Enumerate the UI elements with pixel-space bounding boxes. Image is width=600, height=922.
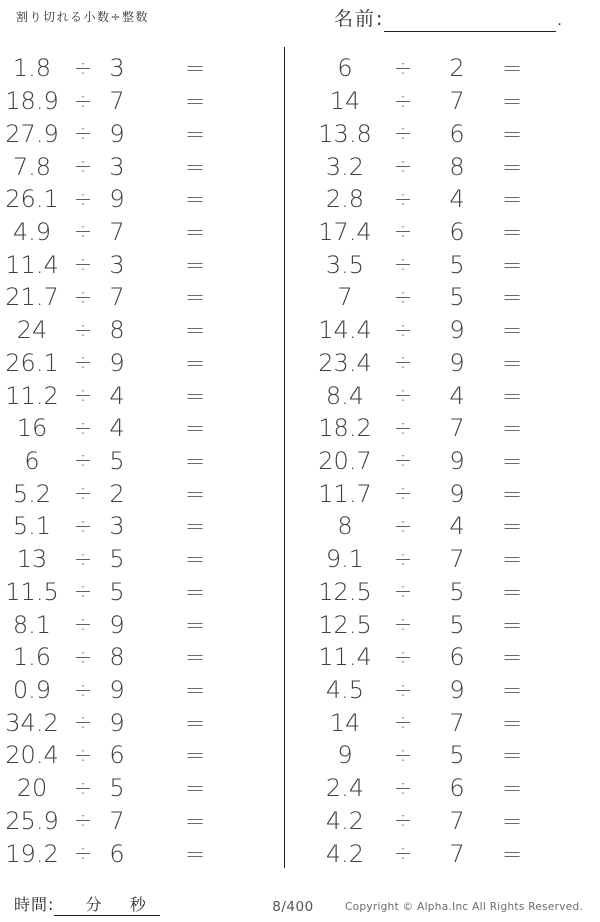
divide-sign: ÷ [393,448,413,474]
divide-sign: ÷ [73,121,93,147]
divisor-value: 5 [449,283,465,312]
divisor-value: 3 [109,250,125,279]
equals-sign: = [184,610,206,639]
divide-sign: ÷ [73,219,93,245]
page-number: 8/400 [272,899,314,915]
equals-sign: = [184,577,206,606]
equals-sign: = [501,250,523,279]
dividend-value: 4.2 [325,806,365,835]
divisor-value: 7 [109,806,125,835]
divide-sign: ÷ [73,579,93,605]
dividend-value: 9 [337,741,353,770]
divisor-value: 5 [449,610,465,639]
divide-sign: ÷ [393,55,413,81]
problem-row [285,608,600,641]
problem-row [285,379,600,412]
divisor-value: 9 [109,610,125,639]
divisor-value: 7 [449,806,465,835]
dividend-value: 5.2 [12,479,52,508]
equals-sign: = [184,381,206,410]
equals-sign: = [184,348,206,377]
divide-sign: ÷ [393,121,413,147]
divide-sign: ÷ [393,775,413,801]
time-blank-line [54,894,160,916]
problem-row [0,314,283,347]
problem-row [0,379,283,412]
equals-sign: = [501,316,523,345]
dividend-value: 14.4 [318,316,372,345]
divisor-value: 9 [449,676,465,705]
divisor-value: 9 [109,119,125,148]
equals-sign: = [184,806,206,835]
dividend-value: 18.9 [5,87,59,116]
dividend-value: 26.1 [5,348,59,377]
equals-sign: = [501,348,523,377]
dividend-value: 27.9 [5,119,59,148]
problem-row [285,477,600,510]
problem-row [285,346,600,379]
equals-sign: = [184,87,206,116]
name-blank-line [384,7,556,32]
divisor-value: 6 [449,119,465,148]
divisor-value: 7 [109,87,125,116]
problem-row [0,412,283,445]
equals-sign: = [184,839,206,868]
problem-row [285,543,600,576]
equals-sign: = [501,741,523,770]
divide-sign: ÷ [393,677,413,703]
dividend-value: 8 [337,512,353,541]
divide-sign: ÷ [73,775,93,801]
divisor-value: 5 [449,577,465,606]
problem-row [0,477,283,510]
problem-row [285,150,600,183]
divide-sign: ÷ [73,612,93,638]
divide-sign: ÷ [393,546,413,572]
problem-row [0,576,283,609]
divide-sign: ÷ [73,710,93,736]
dividend-value: 26.1 [5,185,59,214]
problem-row [0,248,283,281]
minutes-label: 分 [85,895,103,914]
dividend-value: 34.2 [5,708,59,737]
divisor-value: 3 [109,54,125,83]
dividend-value: 23.4 [318,348,372,377]
equals-sign: = [501,152,523,181]
divisor-value: 6 [449,643,465,672]
divide-sign: ÷ [73,88,93,114]
problem-row [0,52,283,85]
problem-row [285,445,600,478]
problem-row [0,772,283,805]
equals-sign: = [501,54,523,83]
divide-sign: ÷ [73,350,93,376]
dividend-value: 12.5 [318,610,372,639]
dividend-value: 7.8 [12,152,52,181]
problem-row [0,216,283,249]
divide-sign: ÷ [393,579,413,605]
divide-sign: ÷ [393,88,413,114]
problem-row [285,183,600,216]
divide-sign: ÷ [73,513,93,539]
divisor-value: 9 [109,676,125,705]
problem-row [285,52,600,85]
equals-sign: = [501,577,523,606]
dividend-value: 20 [16,774,48,803]
divide-sign: ÷ [393,644,413,670]
divide-sign: ÷ [393,612,413,638]
seconds-label: 秒 [129,895,147,914]
divisor-value: 9 [449,446,465,475]
divisor-value: 9 [449,479,465,508]
dividend-value: 13 [16,545,48,574]
divisor-value: 2 [109,479,125,508]
problem-row [0,837,283,870]
dividend-value: 18.2 [318,414,372,443]
equals-sign: = [184,479,206,508]
dividend-value: 4.2 [325,839,365,868]
problem-row [285,314,600,347]
divide-sign: ÷ [73,546,93,572]
equals-sign: = [501,676,523,705]
problem-row [0,346,283,379]
divisor-value: 5 [109,577,125,606]
equals-sign: = [501,512,523,541]
equals-sign: = [501,185,523,214]
divide-sign: ÷ [393,481,413,507]
equals-sign: = [501,119,523,148]
dividend-value: 11.7 [318,479,372,508]
equals-sign: = [184,119,206,148]
divide-sign: ÷ [73,481,93,507]
divisor-value: 6 [449,217,465,246]
dividend-value: 13.8 [318,119,372,148]
dividend-value: 3.5 [325,250,365,279]
divisor-value: 4 [109,414,125,443]
page-title: 割り切れる小数÷整数 [16,10,150,24]
dividend-value: 20.7 [318,446,372,475]
problem-row [0,85,283,118]
equals-sign: = [501,87,523,116]
equals-sign: = [184,283,206,312]
divide-sign: ÷ [393,808,413,834]
divide-sign: ÷ [393,252,413,278]
problem-row [0,183,283,216]
problem-row [0,706,283,739]
divide-sign: ÷ [73,448,93,474]
dividend-value: 11.5 [5,577,59,606]
problem-row [285,706,600,739]
dividend-value: 11.4 [5,250,59,279]
problems-column-left [0,52,283,870]
divisor-value: 5 [449,250,465,279]
divide-sign: ÷ [393,841,413,867]
divide-sign: ÷ [73,644,93,670]
divisor-value: 9 [109,185,125,214]
problems-area [0,52,600,870]
equals-sign: = [501,545,523,574]
divisor-value: 7 [449,708,465,737]
divide-sign: ÷ [393,317,413,343]
divisor-value: 5 [109,545,125,574]
problem-row [285,85,600,118]
divisor-value: 4 [449,381,465,410]
equals-sign: = [184,316,206,345]
divide-sign: ÷ [393,513,413,539]
dividend-value: 1.6 [12,643,52,672]
problem-row [0,674,283,707]
divisor-value: 7 [109,283,125,312]
dividend-value: 17.4 [318,217,372,246]
problems-column-right [285,52,600,870]
divisor-value: 3 [109,152,125,181]
divisor-value: 4 [109,381,125,410]
divide-sign: ÷ [73,808,93,834]
divisor-value: 5 [109,446,125,475]
divisor-value: 9 [449,316,465,345]
divide-sign: ÷ [73,55,93,81]
divide-sign: ÷ [393,284,413,310]
divide-sign: ÷ [73,154,93,180]
name-period: . [557,13,564,29]
name-field [334,6,564,32]
equals-sign: = [184,152,206,181]
equals-sign: = [184,708,206,737]
divide-sign: ÷ [73,841,93,867]
dividend-value: 20.4 [5,741,59,770]
divide-sign: ÷ [393,350,413,376]
problem-row [285,412,600,445]
equals-sign: = [501,806,523,835]
equals-sign: = [184,217,206,246]
divisor-value: 9 [109,708,125,737]
divide-sign: ÷ [73,284,93,310]
equals-sign: = [501,839,523,868]
dividend-value: 21.7 [5,283,59,312]
equals-sign: = [184,414,206,443]
dividend-value: 4.9 [12,217,52,246]
divide-sign: ÷ [393,186,413,212]
equals-sign: = [184,643,206,672]
divisor-value: 6 [449,774,465,803]
problem-row [0,281,283,314]
divide-sign: ÷ [73,415,93,441]
equals-sign: = [501,446,523,475]
divisor-value: 7 [449,414,465,443]
dividend-value: 11.2 [5,381,59,410]
dividend-value: 25.9 [5,806,59,835]
problem-row [285,281,600,314]
divisor-value: 4 [449,512,465,541]
equals-sign: = [501,774,523,803]
divisor-value: 2 [449,54,465,83]
problem-row [285,641,600,674]
dividend-value: 11.4 [318,643,372,672]
dividend-value: 8.1 [12,610,52,639]
equals-sign: = [501,217,523,246]
dividend-value: 6 [24,446,40,475]
dividend-value: 0.9 [12,676,52,705]
problem-row [285,248,600,281]
dividend-value: 5.1 [12,512,52,541]
problem-row [0,543,283,576]
dividend-value: 12.5 [318,577,372,606]
equals-sign: = [184,446,206,475]
equals-sign: = [184,676,206,705]
divisor-value: 7 [449,839,465,868]
problem-row [285,674,600,707]
dividend-value: 2.8 [325,185,365,214]
divisor-value: 5 [109,774,125,803]
divisor-value: 4 [449,185,465,214]
equals-sign: = [184,250,206,279]
divisor-value: 7 [449,545,465,574]
divisor-value: 7 [109,217,125,246]
dividend-value: 16 [16,414,48,443]
dividend-value: 4.5 [325,676,365,705]
divide-sign: ÷ [393,710,413,736]
equals-sign: = [501,708,523,737]
dividend-value: 8.4 [325,381,365,410]
divide-sign: ÷ [73,383,93,409]
time-label: 時間: [14,895,55,914]
dividend-value: 3.2 [325,152,365,181]
problem-row [285,837,600,870]
divide-sign: ÷ [73,252,93,278]
divide-sign: ÷ [393,383,413,409]
divisor-value: 8 [109,316,125,345]
divide-sign: ÷ [73,742,93,768]
divide-sign: ÷ [393,742,413,768]
divide-sign: ÷ [393,154,413,180]
problem-row [0,805,283,838]
problem-row [285,805,600,838]
problem-row [285,739,600,772]
divide-sign: ÷ [73,317,93,343]
equals-sign: = [184,545,206,574]
divide-sign: ÷ [393,415,413,441]
equals-sign: = [184,54,206,83]
time-field [14,894,160,916]
divide-sign: ÷ [73,677,93,703]
dividend-value: 19.2 [5,839,59,868]
divide-sign: ÷ [393,219,413,245]
problem-row [0,150,283,183]
dividend-value: 6 [337,54,353,83]
problem-row [285,772,600,805]
dividend-value: 1.8 [12,54,52,83]
divisor-value: 3 [109,512,125,541]
equals-sign: = [501,283,523,312]
problem-row [0,510,283,543]
equals-sign: = [501,381,523,410]
dividend-value: 7 [337,283,353,312]
divisor-value: 9 [109,348,125,377]
equals-sign: = [501,643,523,672]
problem-row [285,216,600,249]
equals-sign: = [184,512,206,541]
problem-row [0,445,283,478]
divisor-value: 8 [109,643,125,672]
divisor-value: 5 [449,741,465,770]
problem-row [285,117,600,150]
problem-row [0,608,283,641]
problem-row [0,117,283,150]
equals-sign: = [501,479,523,508]
dividend-value: 9.1 [325,545,365,574]
equals-sign: = [184,774,206,803]
divisor-value: 9 [449,348,465,377]
divisor-value: 6 [109,741,125,770]
problem-row [285,510,600,543]
equals-sign: = [501,414,523,443]
divisor-value: 7 [449,87,465,116]
dividend-value: 2.4 [325,774,365,803]
dividend-value: 14 [329,87,361,116]
dividend-value: 14 [329,708,361,737]
dividend-value: 24 [16,316,48,345]
name-label: 名前: [334,8,385,30]
divide-sign: ÷ [73,186,93,212]
equals-sign: = [184,741,206,770]
divisor-value: 8 [449,152,465,181]
divisor-value: 6 [109,839,125,868]
equals-sign: = [501,610,523,639]
problem-row [285,576,600,609]
problem-row [0,739,283,772]
copyright-text: Copyright © Alpha.Inc All Rights Reserved. [345,901,584,913]
problem-row [0,641,283,674]
equals-sign: = [184,185,206,214]
